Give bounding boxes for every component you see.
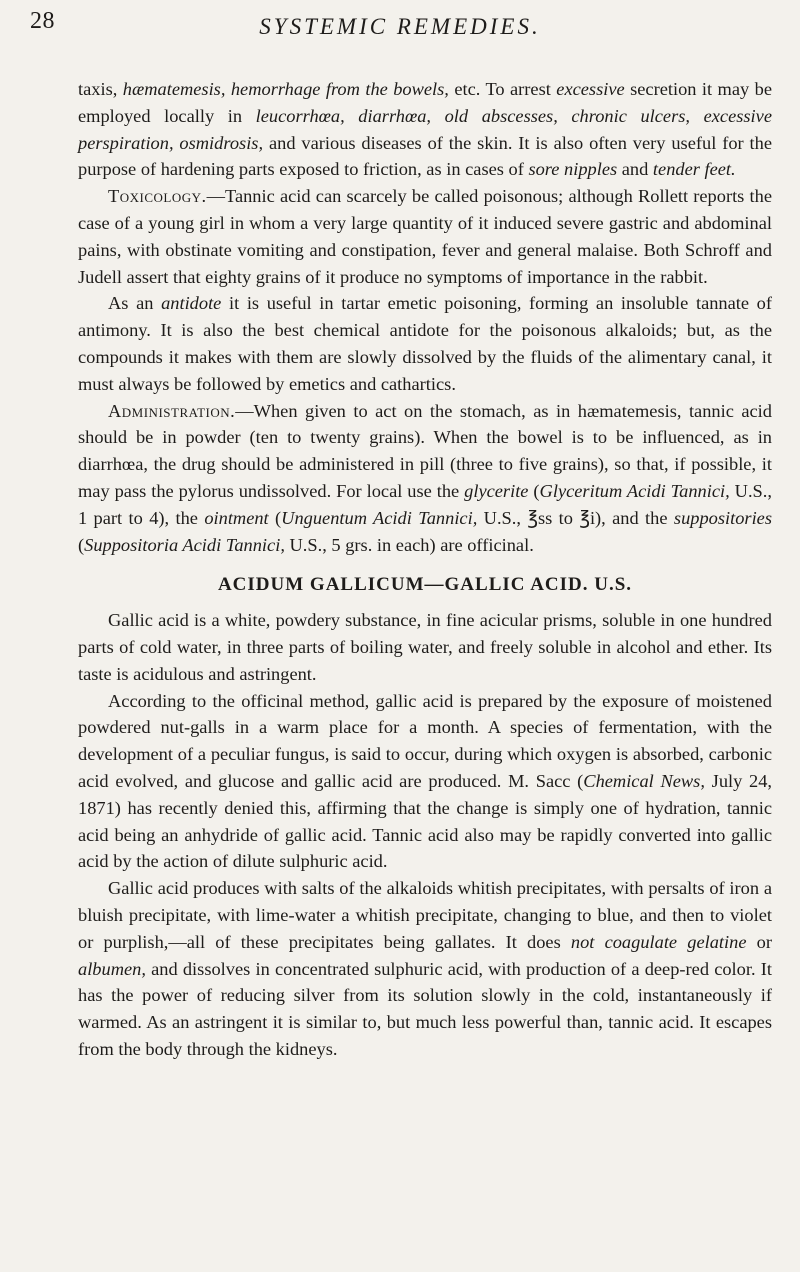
running-head: SYSTEMIC REMEDIES. — [259, 14, 541, 39]
section-heading-gallic-acid: ACIDUM GALLICUM—GALLIC ACID. U.S. — [217, 574, 633, 596]
paragraph-gallic-description: Gallic acid is a white, powdery substance, in fine acicular prisms, soluble in one hundred parts of cold water, in three parts of boiling water, and freely soluble in alcohol and ether. Its taste is acidulous and astringent. — [78, 610, 772, 684]
paragraph-administration: Administration.—When given to act on the stomach, as in hæmatemesis, tannic acid should be in powder (ten to twenty grains). When the bowel is to be influenced, as in diarrhœa, the drug should be administered in pill (three to five grains), so that, if possible, it may pass the pylorus undissolved. For local use the glycerite (Glyceritum Acidi Tannici, U.S., 1 part to 4), the ointment (Unguentum Acidi Tannici, U.S., ℥ss to ℥i), and the suppositories (Suppositoria Acidi Tannici, U.S., 5 grs. in each) are officinal. — [78, 400, 773, 555]
paragraph-gallic-preparation: According to the officinal method, gallic acid is prepared by the exposure of moistened powdered nut-galls in a warm place for a month. A species of fermentation, with the development of a peculiar fungus, is said to occur, during which oxygen is absorbed, carbonic acid evolved, and glucose and gallic acid are produced. M. Sacc (Chemical News, July 24, 1871) has recently denied this, affirming that the change is simply one of hydration, tannic acid being an anhydride of gallic acid. Tannic acid also may be rapidly converted into gallic acid by the action of dilute sulphuric acid. — [78, 690, 773, 872]
paragraph-therapeutic-uses: taxis, hæmatemesis, hemorrhage from the bowels, etc. To arrest excessive secretion it may be employed locally in leucorrhœa, diarrhœa, old abscesses, chronic ulcers, excessive perspiration, osmidrosis, and various diseases of the skin. It is also often very useful for the purpose of hardening parts exposed to friction, as in cases of sore nipples and tender feet. — [78, 79, 772, 180]
page-body — [78, 76, 772, 1063]
administration-heading: Administration. — [108, 400, 236, 421]
paragraph-toxicology: Toxicology.—Tannic acid can scarcely be called poisonous; although Rollett reports the case of a young girl in whom a very large quantity of it induced severe gastric and abdominal pains, with obstinate vomiting and constipation, fever and general malaise. Both Schroff and Judell assert that eighty grains of it produce no symptoms of importance in the rabbit. — [78, 186, 772, 287]
paragraph-antidote: As an antidote it is useful in tartar emetic poisoning, forming an insoluble tannate of antimony. It is also the best chemical antidote for the poisonous alkaloids; but, as the compounds it makes with them are slowly dissolved by the fluids of the alimentary canal, it must always be followed by emetics and cathartics. — [78, 293, 773, 394]
paragraph-gallic-reactions: Gallic acid produces with salts of the alkaloids whitish precipitates, with persalts of iron a bluish precipitate, with lime-water a whitish precipitate, changing to blue, and then to violet or purplish,—all of these precipitates being gallates. It does not coagulate gelatine or albumen, and dissolves in concentrated sulphuric acid, with production of a deep-red color. It has the power of reducing silver from its solution slowly in the cold, instantaneously if warmed. As an astringent it is similar to, but much less powerful than, tannic acid. It escapes from the body through the kidneys. — [78, 878, 772, 1059]
toxicology-heading: Toxicology. — [108, 186, 207, 207]
page-number: 28 — [30, 8, 55, 34]
